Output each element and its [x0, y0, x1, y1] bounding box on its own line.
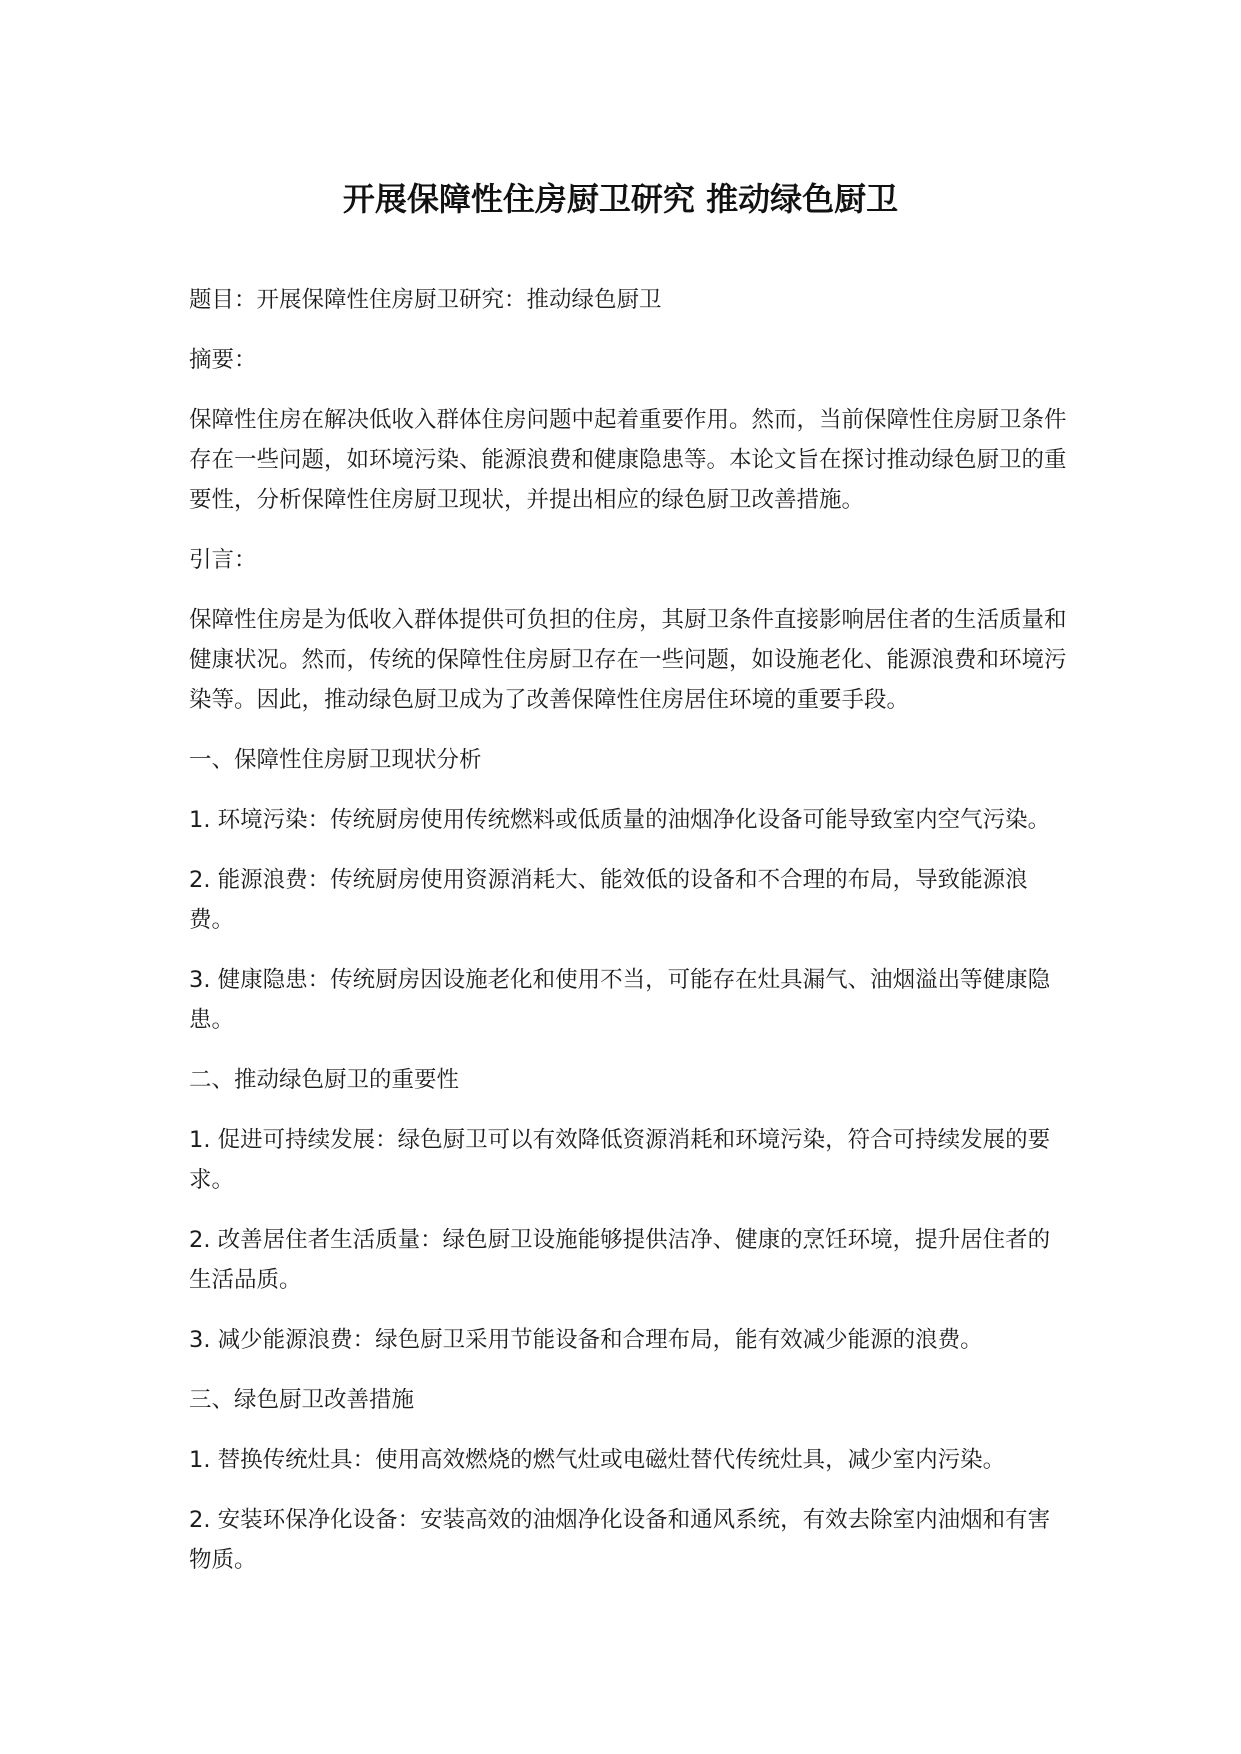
list-item: 1. 替换传统灶具：使用高效燃烧的燃气灶或电磁灶替代传统灶具，减少室内污染。 [189, 1447, 1006, 1473]
list-item: 1. 促进可持续发展：绿色厨卫可以有效降低资源消耗和环境污染，符合可持续发展的要求。 [189, 1127, 1051, 1193]
abstract-heading: 摘要： [189, 347, 257, 373]
section-heading-1: 一、保障性住房厨卫现状分析 [189, 747, 482, 773]
introduction-heading: 引言： [189, 547, 257, 573]
list-item: 3. 减少能源浪费：绿色厨卫采用节能设备和合理布局，能有效减少能源的浪费。 [189, 1327, 983, 1353]
abstract-text: 保障性住房在解决低收入群体住房问题中起着重要作用。然而，当前保障性住房厨卫条件存在一些问题，如环境污染、能源浪费和健康隐患等。本论文旨在探讨推动绿色厨卫的重要性，分析保障性住房厨卫现状，并提出相应的绿色厨卫改善措施。 [189, 407, 1067, 513]
list-item: 1. 环境污染：传统厨房使用传统燃料或低质量的油烟净化设备可能导致室内空气污染。 [189, 807, 1051, 833]
introduction-text: 保障性住房是为低收入群体提供可负担的住房，其厨卫条件直接影响居住者的生活质量和健康状况。然而，传统的保障性住房厨卫存在一些问题，如设施老化、能源浪费和环境污染等。因此，推动绿色厨卫成为了改善保障性住房居住环境的重要手段。 [189, 607, 1067, 713]
list-item: 2. 安装环保净化设备：安装高效的油烟净化设备和通风系统，有效去除室内油烟和有害物质。 [189, 1507, 1051, 1573]
document-title: 开展保障性住房厨卫研究 推动绿色厨卫 [342, 180, 899, 218]
section-heading-2: 二、推动绿色厨卫的重要性 [189, 1067, 460, 1093]
section-heading-3: 三、绿色厨卫改善措施 [189, 1387, 415, 1413]
list-item: 3. 健康隐患：传统厨房因设施老化和使用不当，可能存在灶具漏气、油烟溢出等健康隐患。 [189, 967, 1051, 1033]
document-body [189, 280, 1069, 1600]
topic-line: 题目：开展保障性住房厨卫研究：推动绿色厨卫 [189, 287, 662, 313]
list-item: 2. 能源浪费：传统厨房使用资源消耗大、能效低的设备和不合理的布局，导致能源浪费。 [189, 867, 1028, 933]
list-item: 2. 改善居住者生活质量：绿色厨卫设施能够提供洁净、健康的烹饪环境，提升居住者的生活品质。 [189, 1227, 1051, 1293]
